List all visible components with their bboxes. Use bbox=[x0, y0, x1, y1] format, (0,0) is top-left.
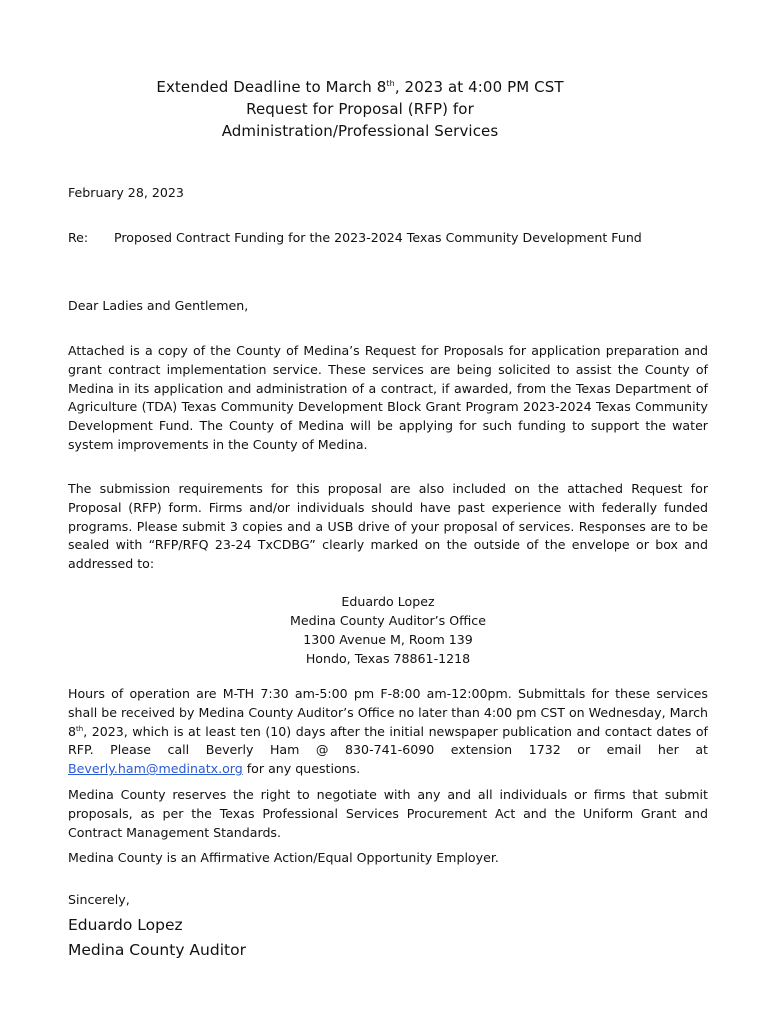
mailing-address bbox=[68, 592, 708, 668]
paragraph-negotiation: Medina County reserves the right to negotiate with any and all individuals or firms that submit proposals, as per the Texas Professional Services Procurement Act and the Uniform Grant and Contract Management Standards. bbox=[68, 787, 708, 840]
salutation: Dear Ladies and Gentlemen, bbox=[68, 298, 249, 313]
paragraph-hours: Hours of operation are M-TH 7:30 am-5:00 pm F-8:00 am-12:00pm. Submittals for these services shall be received by Medina County Auditor’s Office no later than 4:00 pm CST on Wednesday, March 8th, 2023, which is at least ten (10) days after the initial newspaper publication and contact dates of RFP. Please call Beverly Ham @ 830-741-6090 extension 1732 or email her at Beverly.ham@medinatx.org for any questions. bbox=[68, 686, 708, 777]
deadline-line: Extended Deadline to March 8th, 2023 at 4:00 PM CST bbox=[156, 78, 564, 96]
rfp-subtitle-line: Administration/Professional Services bbox=[221, 122, 499, 140]
re-label: Re: bbox=[68, 230, 89, 245]
closing: Sincerely, bbox=[68, 892, 130, 907]
address-city: Hondo, Texas 78861-1218 bbox=[305, 651, 471, 666]
email-link[interactable]: Beverly.ham@medinatx.org bbox=[68, 761, 243, 777]
re-subject: Proposed Contract Funding for the 2023-2024 Texas Community Development Fund bbox=[114, 230, 642, 245]
address-office: Medina County Auditor’s Office bbox=[290, 613, 486, 628]
paragraph-submission: The submission requirements for this proposal are also included on the attached Request for Proposal (RFP) form. Firms and/or individuals should have past experience with federally funded programs. Please submit 3 copies and a USB drive of your proposal of services. Responses are to be sealed with “RFP/RFQ 23-24 TxCDBG” clearly marked on the outside of the envelope or box and addressed to: bbox=[68, 481, 708, 572]
address-name: Eduardo Lopez bbox=[341, 594, 435, 609]
paragraph-intro: Attached is a copy of the County of Medina’s Request for Proposals for application preparation and grant contract implementation service. These services are being solicited to assist the County of Medina in its application and administration of a contract, if awarded, from the Texas Department of Agriculture (TDA) Texas Community Development Block Grant Program 2023-2024 Texas Community Development Fund. The County of Medina will be applying for such funding to support the water system improvements in the County of Medina. bbox=[68, 343, 708, 452]
signature-name: Eduardo Lopez bbox=[68, 916, 183, 934]
letter-date: February 28, 2023 bbox=[68, 185, 184, 200]
rfp-title-line: Request for Proposal (RFP) for bbox=[246, 100, 474, 118]
letter-header bbox=[0, 76, 720, 142]
paragraph-eeo: Medina County is an Affirmative Action/Equal Opportunity Employer. bbox=[68, 850, 499, 865]
signature-title: Medina County Auditor bbox=[68, 941, 246, 959]
re-line bbox=[68, 229, 708, 248]
address-street: 1300 Avenue M, Room 139 bbox=[303, 632, 473, 647]
